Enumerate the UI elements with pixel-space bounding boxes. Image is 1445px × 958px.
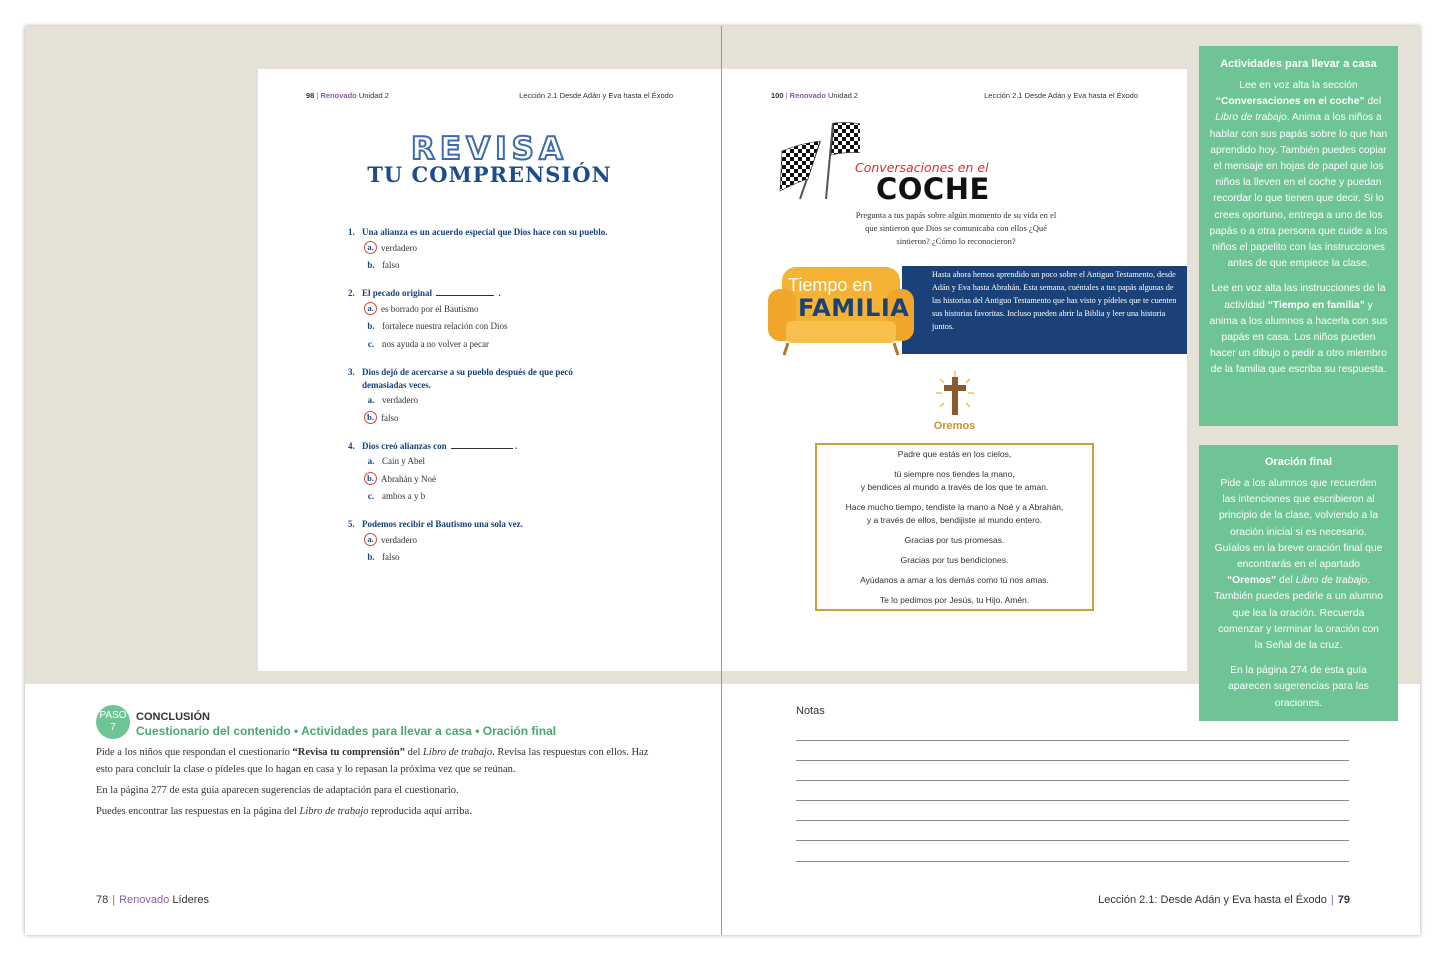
coche-script-title: Conversaciones en el	[855, 160, 989, 175]
sidebar-actividades: Actividades para llevar a casa Lee en voz alta la sección “Conversaciones en el coche” del Libro de trabajo. Anima a los niños a hablar con sus papás sobre lo que han aprendido hoy. También puedes copiar el mensaje en hojas de papel que los niños la lleven en el coche y puedan recordar lo que tienen que decir. Si lo crees oportuno, entrega a uno de los papás o a otra persona que cuide a los niños el papelito con las instrucciones antes de que empiece la clase. Lee en voz alta las instrucciones de la actividad “Tiempo en familia” y anima a los alumnos a hacerla con sus papás en casa. Los niños pueden hacer un dibujo o pedir a otro miembro de la familia que escriba su respuesta.	[1199, 46, 1398, 426]
book-spine	[721, 26, 722, 935]
footer-right: Lección 2.1: Desde Adán y Eva hasta el Éxodo | 79	[1098, 894, 1350, 906]
revisa-title: REVISA	[411, 131, 568, 167]
familia-title-1: Tiempo en	[788, 275, 873, 295]
answer-circle: a.	[364, 302, 377, 315]
cross-icon	[934, 369, 976, 419]
page-header-right: 100 | Renovado Unidad 2	[771, 91, 859, 100]
question: 3. Dios dejó de acercarse a su pueblo después de que pecó demasiadas veces. a. verdadero b. falso	[348, 366, 573, 423]
question-list	[348, 226, 648, 579]
familia-box: Hasta ahora hemos aprendido un poco sobre el Antiguo Testamento, desde Adán y Eva hasta Abrahán. Esta semana, cuéntales a tus papás algunas de las historias del Antiguo Testamento que has visto y pídeles que te cuenten sus historias favoritas. Incluso pueden abrir la Biblia y leer una historia juntos.	[902, 266, 1187, 354]
page-header-lesson: Lección 2.1 Desde Adán y Eva hasta el Éxodo	[984, 91, 1138, 100]
workbook-page-left	[258, 69, 721, 671]
note-line	[796, 780, 1349, 781]
paso-badge: PASO 7	[96, 705, 130, 739]
coche-prompt: Pregunta a tus papás sobre algún momento de su vida en el que sintieron que Dios se comunicaba con ellos ¿Qué sintieron? ¿Cómo lo reconocieron?	[855, 210, 1057, 246]
coche-title: COCHE	[876, 172, 990, 206]
note-line	[796, 800, 1349, 801]
note-line	[796, 861, 1349, 862]
oremos-title: Oremos	[933, 420, 976, 432]
page-header-lesson: Lección 2.1 Desde Adán y Eva hasta el Éxodo	[519, 91, 673, 100]
familia-title-2: FAMILIA	[798, 294, 910, 322]
answer-circle: b.	[364, 472, 377, 485]
checkered-flags-icon	[778, 121, 860, 201]
answers-paragraph: Puedes encontrar las respuestas en la página del Libro de trabajo reproducida aquí arriba.	[96, 806, 472, 817]
notes-heading: Notas	[796, 705, 825, 717]
note-line	[796, 740, 1349, 741]
page-header-left: 98 | Renovado Unidad 2	[306, 91, 389, 100]
answer-circle: b.	[364, 411, 377, 424]
note-line	[796, 820, 1349, 821]
footer-left: 78 | Renovado Líderes	[96, 894, 210, 906]
conclusion-subtitle: Cuestionario del contenido • Actividades para llevar a casa • Oración final	[136, 724, 557, 738]
answer-circle: a.	[364, 533, 377, 546]
note-line	[796, 840, 1349, 841]
note-line	[796, 760, 1349, 761]
prayer-box: Padre que estás en los cielos, tú siempre nos tiendes la mano, y bendices al mundo a través de los que te aman. Hace mucho tiempo, tendiste la mano a Noé y a Abrahán, y a través de ellos, bendijiste al mundo entero. Gracias por tus promesas. Gracias por tus bendiciones. Ayúdanos a amar a los demás como tú nos amas. Te lo pedimos por Jesús, tu Hijo. Amén.	[815, 443, 1094, 611]
conclusion-paragraph: Pide a los niños que respondan el cuestionario “Revisa tu comprensión” del Libro de trabajo. Revisa las respuestas con ellos. Haz esto para concluir la clase o pídeles que lo hagan en casa y lo repasan la próxima vez que se reúnan.	[96, 747, 649, 775]
answer-circle: a.	[364, 241, 377, 254]
sidebar-oracion: Oración final Pide a los alumnos que recuerden las intenciones que escribieron al principio de la clase, volviendo a la oración inicial si es necesario. Guíalos en la breve oración final que encontrarás en el apartado “Oremos” del Libro de trabajo. También puedes pedirle a un alumno que lea la oración. Recuerda comenzar y terminar la oración con la Señal de la cruz. En la página 274 de esta guía aparecen sugerencias para las oraciones.	[1199, 445, 1398, 721]
conclusion-heading: CONCLUSIÓN	[136, 711, 210, 723]
workbook-page-right	[722, 69, 1187, 671]
question: 1. Una alianza es un acuerdo especial que Dios hace con su pueblo. a. verdadero b. falso	[348, 227, 608, 271]
adaptation-paragraph: En la página 277 de esta guía aparecen sugerencias de adaptación para el cuestionario.	[96, 785, 459, 796]
question: 5. Podemos recibir el Bautismo una sola vez. a. verdadero b. falso	[348, 519, 523, 563]
comprension-title: TU COMPRENSIÓN	[367, 162, 612, 187]
question: 4. Dios creó alianzas con . a. Caín y Abel b. Abrahán y Noé c. ambos a y b	[348, 440, 518, 502]
question: 2. El pecado original . a. es borrado por el Bautismo b. fortalece nuestra relación con Dios c. nos ayuda a no volver a pecar	[348, 288, 508, 349]
